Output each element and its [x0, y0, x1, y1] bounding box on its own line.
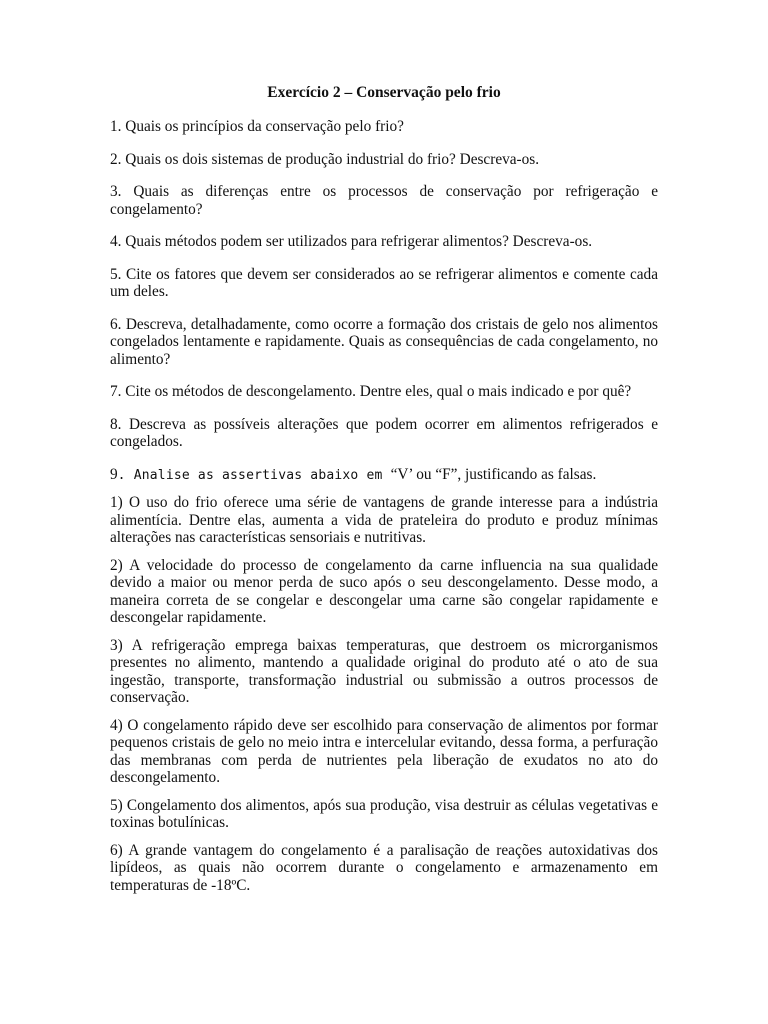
assertion-2: 2) A velocidade do processo de congelamento da carne influencia na sua qualidade devido a maior ou menor perda de suco após o seu descongelamento. Desse modo, a maneira correta de se congelar e descongelar uma carne são congelar rapidamente e descongelar rapidamente. — [110, 556, 658, 626]
question-2: 2. Quais os dois sistemas de produção industrial do frio? Descreva-os. — [110, 150, 540, 168]
assertion-3: 3) A refrigeração emprega baixas temperaturas, que destroem os microrganismos presentes no alimento, mantendo a qualidade original do produto até o ato de sua ingestão, transporte, transformação industrial ou submissão a outros processos de conservação. — [110, 636, 658, 706]
assertion-5: 5) Congelamento dos alimentos, após sua produção, visa destruir as células vegetativas e toxinas botulínicas. — [110, 796, 658, 831]
question-6: 6. Descreva, detalhadamente, como ocorre a formação dos cristais de gelo nos alimentos congelados lentamente e rapidamente. Quais as consequências de cada congelamento, no alimento? — [110, 315, 658, 368]
question-1: 1. Quais os princípios da conservação pelo frio? — [110, 118, 404, 135]
question-4: 4. Quais métodos podem ser utilizados para refrigerar alimentos? Descreva-os. — [110, 233, 593, 250]
question-9-suffix: , justificando as falsas. — [457, 465, 597, 483]
question-7: 7. Cite os métodos de descongelamento. Dentre eles, qual o mais indicado e por quê? — [110, 383, 632, 400]
question-9-number: 9 — [110, 465, 118, 483]
question-8: 8. Descreva as possíveis alterações que podem ocorrer em alimentos refrigerados e congelados. — [110, 415, 658, 450]
question-9-text: . Analise as assertivas abaixo em — [117, 467, 391, 483]
assertion-1: 1) O uso do frio oferece uma série de vantagens de grande interesse para a indústria alimentícia. Dentre elas, aumenta a vida de prateleira do produto e produz mínimas alterações nas características sensoriais e nutritivas. — [110, 494, 658, 546]
question-9-quote: “V’ ou “F” — [390, 465, 458, 483]
question-9 — [110, 466, 658, 485]
question-5: 5. Cite os fatores que devem ser considerados ao se refrigerar alimentos e comente cada um deles. — [110, 265, 658, 300]
page-title: Exercício 2 – Conservação pelo frio — [267, 84, 501, 101]
assertion-6: 6) A grande vantagem do congelamento é a paralisação de reações autoxidativas dos lipídeos, as quais não ocorrem durante o congelamento e armazenamento em temperaturas de -18ºC. — [110, 841, 658, 894]
question-3: 3. Quais as diferenças entre os processos de conservação por refrigeração e congelamento? — [110, 183, 658, 218]
assertion-4: 4) O congelamento rápido deve ser escolhido para conservação de alimentos por formar pequenos cristais de gelo no meio intra e intercelular evitando, dessa forma, a perfuração das membranas com perda de nutrientes pela liberação de exudatos no ato do descongelamento. — [110, 716, 658, 786]
